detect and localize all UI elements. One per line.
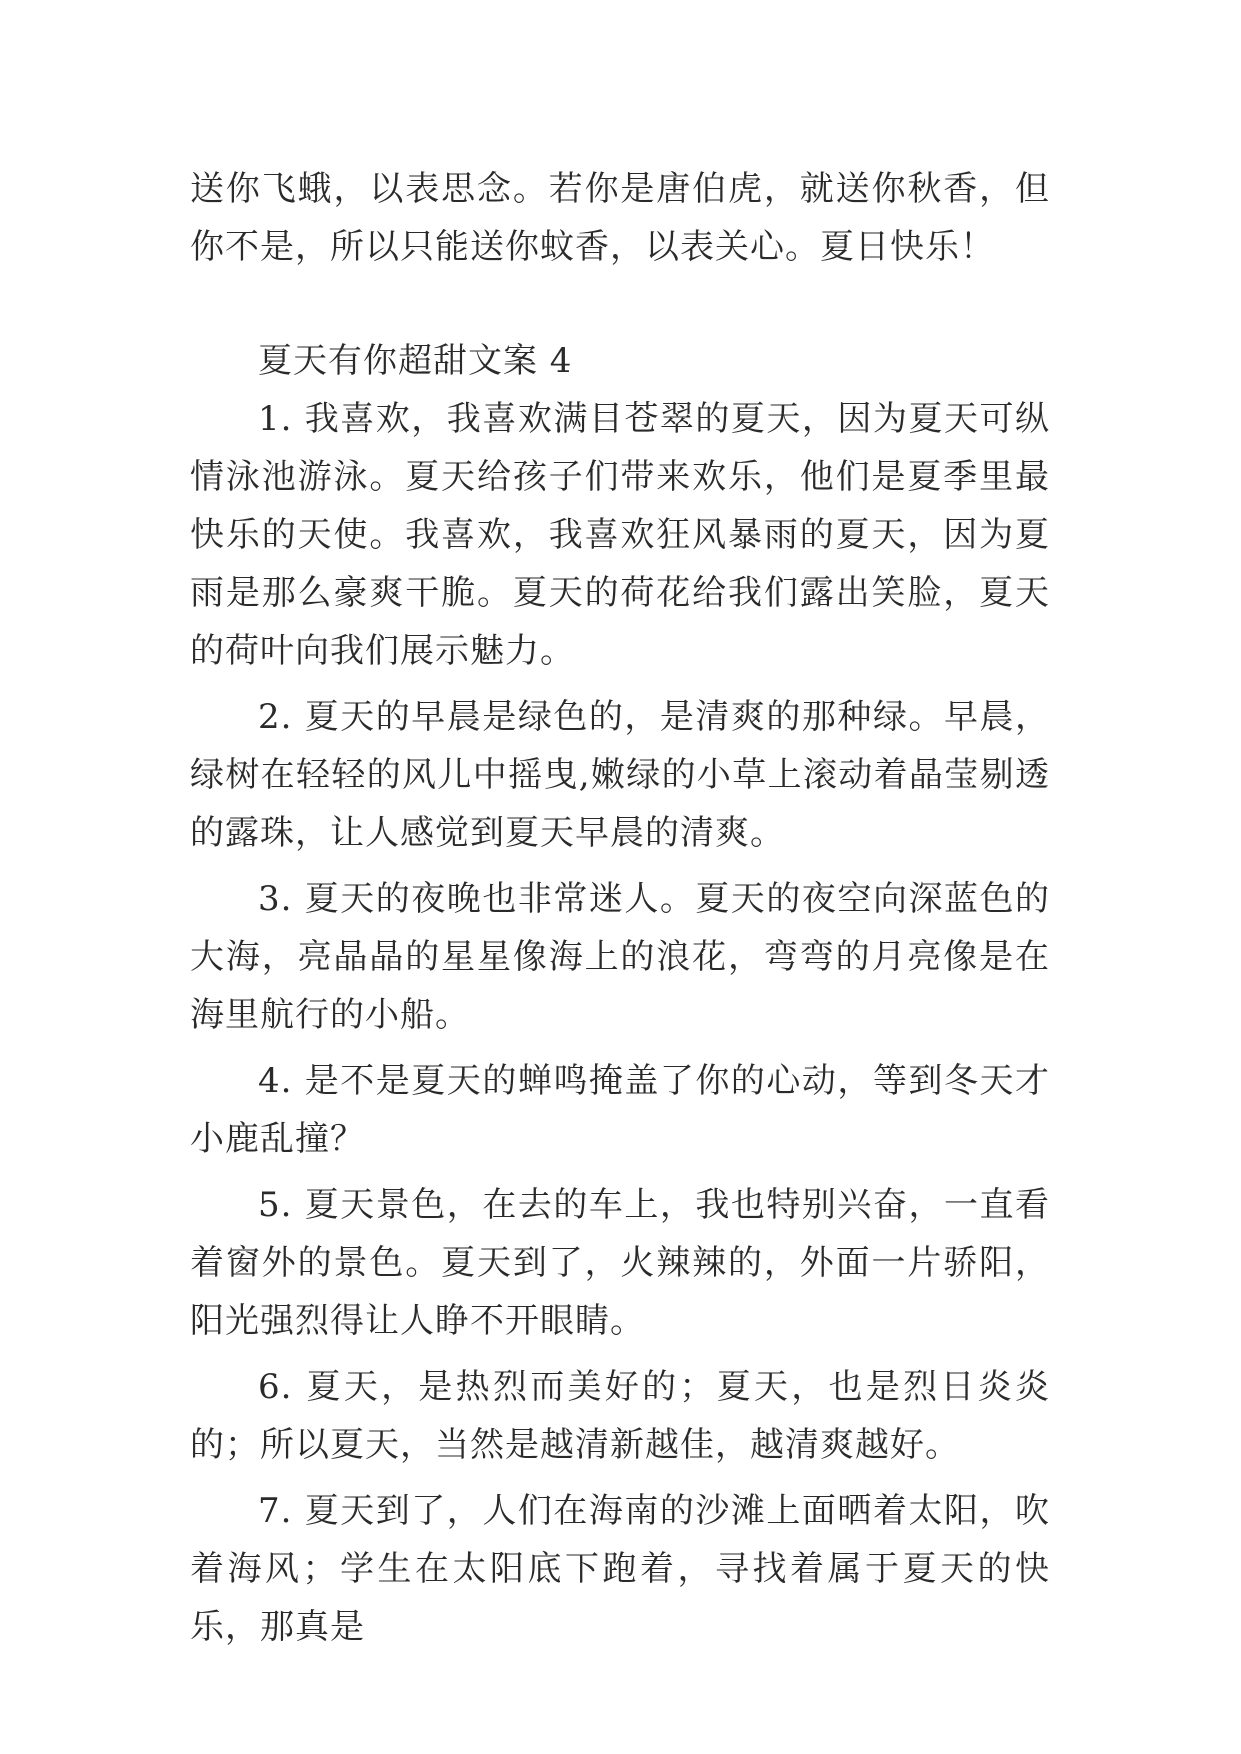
list-item-3: 3. 夏天的夜晚也非常迷人。夏天的夜空向深蓝色的大海，亮晶晶的星星像海上的浪花，弯弯的月亮像是在海里航行的小船。: [190, 879, 1050, 1035]
list-item-7: 7. 夏天到了，人们在海南的沙滩上面晒着太阳，吹着海风；学生在太阳底下跑着，寻找着属于夏天的快乐，那真是: [190, 1491, 1050, 1647]
document-body: [190, 160, 1050, 1664]
list-item-2: 2. 夏天的早晨是绿色的，是清爽的那种绿。早晨，绿树在轻轻的风儿中摇曳,嫩绿的小草上滚动着晶莹剔透的露珠，让人感觉到夏天早晨的清爽。: [190, 697, 1050, 853]
list-item-5: 5. 夏天景色，在去的车上，我也特别兴奋，一直看着窗外的景色。夏天到了，火辣辣的，外面一片骄阳，阳光强烈得让人睁不开眼睛。: [190, 1185, 1050, 1341]
section-heading: 夏天有你超甜文案 4: [258, 341, 573, 381]
list-item-6: 6. 夏天，是热烈而美好的；夏天，也是烈日炎炎的；所以夏天，当然是越清新越佳，越清爽越好。: [190, 1367, 1050, 1465]
list-item-1: 1. 我喜欢，我喜欢满目苍翠的夏天，因为夏天可纵情泳池游泳。夏天给孩子们带来欢乐，他们是夏季里最快乐的天使。我喜欢，我喜欢狂风暴雨的夏天，因为夏雨是那么豪爽干脆。夏天的荷花给我们露出笑脸，夏天的荷叶向我们展示魅力。: [190, 399, 1050, 671]
list-item-4: 4. 是不是夏天的蝉鸣掩盖了你的心动，等到冬天才小鹿乱撞？: [190, 1061, 1050, 1159]
continuation-paragraph: 送你飞蛾，以表思念。若你是唐伯虎，就送你秋香，但你不是，所以只能送你蚊香，以表关心。夏日快乐！: [190, 169, 1050, 267]
